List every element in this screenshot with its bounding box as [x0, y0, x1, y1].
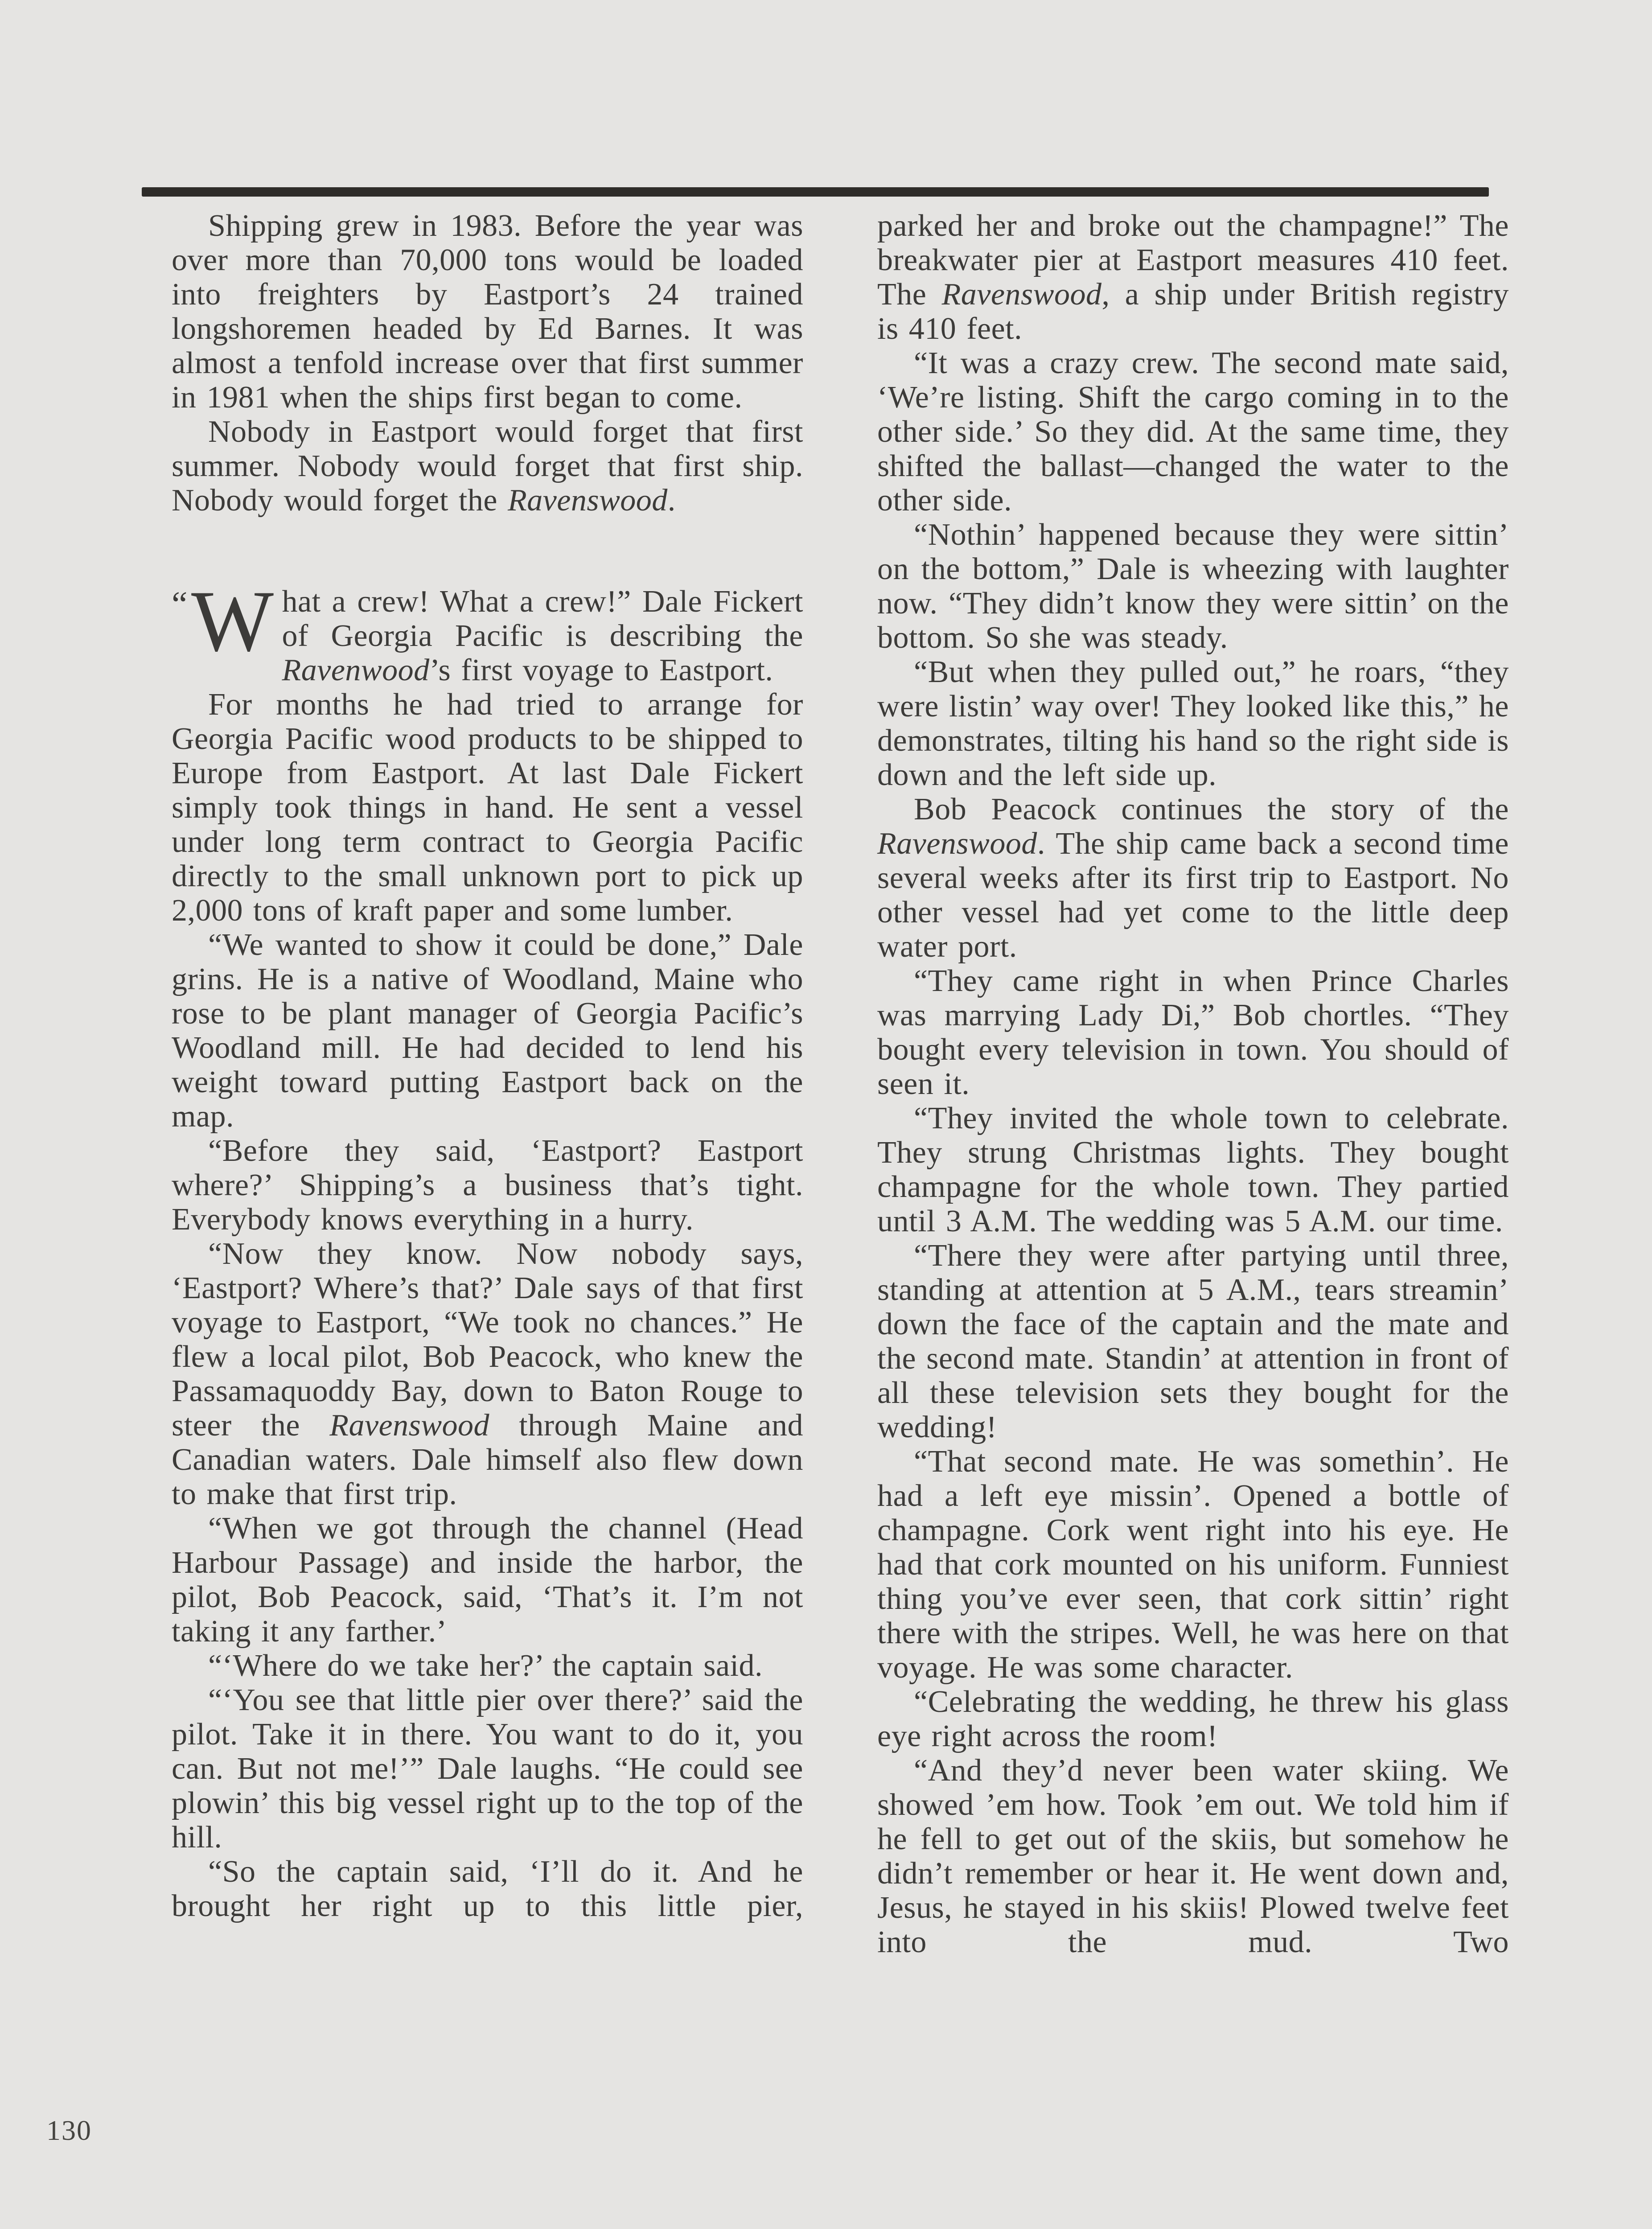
- paragraph: [877, 1101, 1509, 1238]
- text-run: “When we got through the channel (Head Harbour Passage) and inside the harbor, the pilot, Bob Peacock, said, ‘That’s it. I’m not taking it any farther.’: [172, 1511, 803, 1649]
- header-rule: [142, 187, 1489, 197]
- page-number: 130: [46, 2114, 92, 2146]
- paragraph: [877, 209, 1509, 346]
- text-run: “They invited the whole town to celebrate. They strung Christmas lights. They bought champagne for the whole town. They partied until 3 A.M. The wedding was 5 A.M. our time.: [877, 1101, 1509, 1238]
- paragraph: [172, 1134, 803, 1237]
- text-run: “Nothin’ happened because they were sittin’ on the bottom,” Dale is wheezing with laughter now. “They didn’t know they were sittin’ on the bottom. So she was steady.: [877, 518, 1509, 655]
- dropcap-letter: W: [191, 573, 274, 670]
- text-run: Shipping grew in 1983. Before the year was over more than 70,000 tons would be loaded into freighters by Eastport’s 24 trained longshoremen headed by Ed Barnes. It was almost a tenfold increase over that first summer in 1981 when the ships first began to come.: [172, 209, 803, 415]
- left-column: [172, 209, 803, 1959]
- text-run: hat a crew! What a crew!” Dale Fickert of Georgia Pacific is describing the: [282, 584, 803, 653]
- paragraph: [877, 792, 1509, 964]
- paragraph: [172, 1237, 803, 1511]
- ship-name: Ravenswood: [941, 277, 1102, 312]
- paragraph: [877, 1444, 1509, 1685]
- text-run: “It was a crazy crew. The second mate said, ‘We’re listing. Shift the cargo coming in to the other side.’ So they did. At the same time, they shifted the ballast—changed the water to the other side.: [877, 346, 1509, 518]
- text-run: “Now they know. Now nobody says, ‘Eastport? Where’s that?’ Dale says of that first voyage to Eastport, “We took no chances.” He flew a local pilot, Bob Peacock, who knew the Passamaquoddy Bay, down to Baton Rouge to steer the: [172, 1237, 803, 1443]
- text-run: Bob Peacock continues the story of the: [914, 792, 1509, 827]
- paragraph: [877, 964, 1509, 1101]
- text-run: “They came right in when Prince Charles was marrying Lady Di,” Bob chortles. “They bought every television in town. You should of seen it.: [877, 964, 1509, 1101]
- ship-name: Ravenwood: [282, 653, 430, 687]
- paragraph: [877, 1238, 1509, 1444]
- paragraph: [877, 1753, 1509, 1959]
- text-run: “There they were after partying until three, standing at attention at 5 A.M., tears streamin’ down the face of the captain and the mate and the second mate. Standin’ at attention in front of all these television sets they bought for the wedding!: [877, 1238, 1509, 1444]
- text-run: “Celebrating the wedding, he threw his glass eye right across the room!: [877, 1685, 1509, 1753]
- text-run: , a ship under British registry is 410 feet.: [877, 277, 1509, 346]
- paragraph: [172, 687, 803, 928]
- text-run: “‘Where do we take her?’ the captain said.: [208, 1649, 763, 1683]
- paragraph: [877, 1685, 1509, 1753]
- paragraph: [172, 1683, 803, 1855]
- text-run: ’s first voyage to Eastport.: [429, 653, 773, 687]
- paragraph: [172, 209, 803, 415]
- paragraph: [877, 518, 1509, 655]
- text-run: .: [667, 483, 676, 518]
- paragraph: [172, 1649, 803, 1683]
- paragraph: [172, 1511, 803, 1649]
- text-run: “Before they said, ‘Eastport? Eastport where?’ Shipping’s a business that’s tight. Everybody knows everything in a hurry.: [172, 1134, 803, 1237]
- text-run: For months he had tried to arrange for Georgia Pacific wood products to be shipped to Europe from Eastport. At last Dale Fickert simply took things in hand. He sent a vessel under long term contract to Georgia Pacific directly to the small unknown port to pick up 2,000 tons of kraft paper and some lumber.: [172, 687, 803, 928]
- text-run: “We wanted to show it could be done,” Dale grins. He is a native of Woodland, Maine who rose to be plant manager of Georgia Pacific’s Woodland mill. He had decided to lend his weight toward putting Eastport back on the map.: [172, 928, 803, 1134]
- text-run: “But when they pulled out,” he roars, “they were listin’ way over! They looked like this,” he demonstrates, tilting his hand so the right side is down and the left side up.: [877, 655, 1509, 792]
- paragraph: [172, 928, 803, 1134]
- ship-name: Ravenswood: [507, 483, 668, 518]
- text-columns: [172, 209, 1509, 1959]
- text-run: “‘You see that little pier over there?’ said the pilot. Take it in there. You want to do it, you can. But not me!’” Dale laughs. “He could see plowin’ this big vessel right up to the top of the hill.: [172, 1683, 803, 1855]
- paragraph: [877, 655, 1509, 792]
- paragraph: [877, 346, 1509, 518]
- text-run: “So the captain said, ‘I’ll do it. And he brought her right up to this little pier,: [172, 1855, 803, 1923]
- paragraph: [172, 1855, 803, 1923]
- dropcap-paragraph: [172, 573, 803, 687]
- ship-name: Ravenswood: [329, 1408, 490, 1443]
- text-run: Nobody in Eastport would forget that first summer. Nobody would forget that first ship. Nobody would forget the: [172, 415, 803, 518]
- text-run: “And they’d never been water skiing. We showed ’em how. Took ’em out. We told him if he fell to get out of the skiis, but somehow he didn’t remember or hear it. He went down and, Jesus, he stayed in his skiis! Plowed twelve feet into the mud. Two: [877, 1753, 1509, 1959]
- paragraph: [172, 415, 803, 518]
- text-run: . The ship came back a second time several weeks after its first trip to Eastport. No other vessel had yet come to the little deep water port.: [877, 827, 1509, 964]
- text-run: “That second mate. He was somethin’. He had a left eye missin’. Opened a bottle of champagne. Cork went right into his eye. He had that cork mounted on his uniform. Funniest thing you’ve ever seen, that cork sittin’ right there with the stripes. Well, he was here on that voyage. He was some character.: [877, 1444, 1509, 1685]
- right-column: [877, 209, 1509, 1959]
- text-run: parked her and broke out the champagne!” The breakwater pier at Eastport measures 410 feet. The: [877, 209, 1509, 312]
- ship-name: Ravenswood: [877, 827, 1037, 861]
- text-run: through Maine and Canadian waters. Dale himself also flew down to make that first trip.: [172, 1408, 804, 1511]
- dropcap-open-quote: “: [172, 585, 188, 624]
